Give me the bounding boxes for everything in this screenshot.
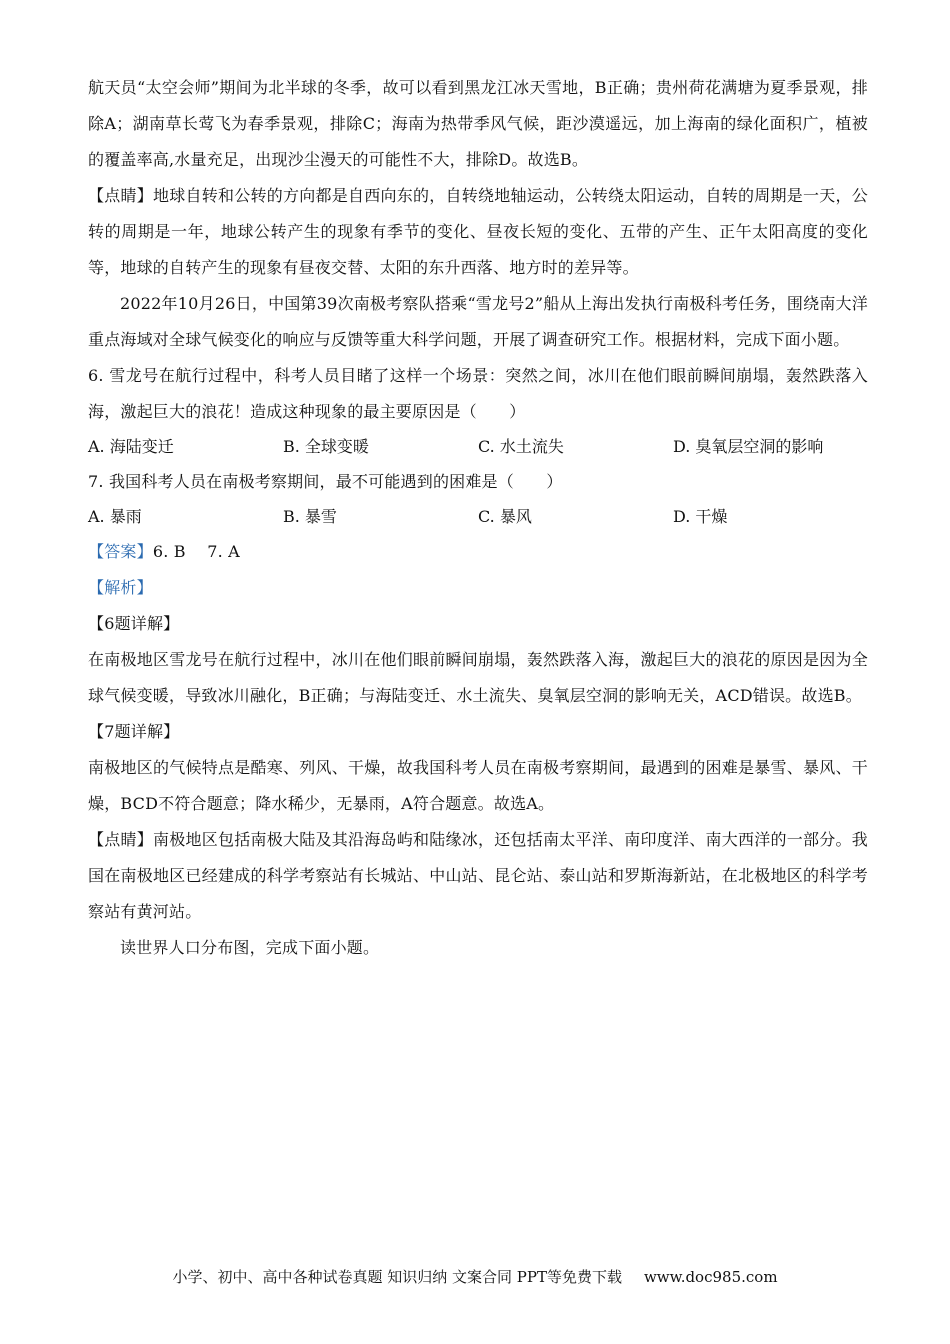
answer-text: 6. B 7. A [152, 542, 240, 561]
document-body [88, 70, 868, 966]
q6-option-d: D. 臭氧层空洞的影响 [673, 437, 824, 456]
q6-option-a: A. 海陆变迁 [88, 437, 174, 456]
q7-detail-title: 【7题详解】 [88, 722, 180, 741]
q6-option-b: B. 全球变暖 [283, 437, 369, 456]
q7-option-d: D. 干燥 [673, 507, 728, 526]
footer-text: 小学、初中、高中各种试卷真题 知识归纳 文案合同 PPT等免费下载 [172, 1268, 622, 1286]
question-6: 6. 雪龙号在航行过程中，科考人员目睹了这样一个场景：突然之间，冰川在他们眼前瞬间崩塌，轰然跌落入海，激起巨大的浪花！造成这种现象的最主要原因是（ ） [88, 366, 868, 421]
question-7: 7. 我国科考人员在南极考察期间，最不可能遇到的困难是（ ） [88, 472, 563, 491]
paragraph-tip-1: 【点睛】地球自转和公转的方向都是自西向东的，自转绕地轴运动，公转绕太阳运动，自转的周期是一天，公转的周期是一年，地球公转产生的现象有季节的变化、昼夜长短的变化、五带的产生、正午太阳高度的变化等，地球的自转产生的现象有昼夜交替、太阳的东升西落、地方时的差异等。 [88, 186, 868, 277]
q7-option-b: B. 暴雪 [283, 507, 337, 526]
answer-label: 【答案】 [88, 542, 153, 561]
answer-line [88, 534, 868, 570]
paragraph-read-map: 读世界人口分布图，完成下面小题。 [120, 938, 380, 957]
q6-detail: 在南极地区雪龙号在航行过程中，冰川在他们眼前瞬间崩塌，轰然跌落入海，激起巨大的浪花的原因是因为全球气候变暖，导致冰川融化，B正确；与海陆变迁、水土流失、臭氧层空洞的影响无关，ACD错误。故选B。 [88, 650, 868, 705]
page-footer [0, 1266, 950, 1287]
analysis-label: 【解析】 [88, 578, 153, 597]
q7-detail: 南极地区的气候特点是酷寒、列风、干燥，故我国科考人员在南极考察期间，最遇到的困难是暴雪、暴风、干燥，BCD不符合题意；降水稀少，无暴雨，A符合题意。故选A。 [88, 758, 868, 813]
paragraph-tip-2: 【点睛】南极地区包括南极大陆及其沿海岛屿和陆缘冰，还包括南太平洋、南印度洋、南大西洋的一部分。我国在南极地区已经建成的科学考察站有长城站、中山站、昆仑站、泰山站和罗斯海新站，在北极地区的科学考察站有黄河站。 [88, 830, 868, 921]
paragraph-material: 2022年10月26日，中国第39次南极考察队搭乘“雪龙号2”船从上海出发执行南极科考任务，围绕南大洋重点海域对全球气候变化的响应与反馈等重大科学问题，开展了调查研究工作。根据材料，完成下面小题。 [88, 294, 868, 349]
q6-option-c: C. 水土流失 [478, 437, 564, 456]
footer-url[interactable]: www.doc985.com [643, 1268, 778, 1286]
q7-option-a: A. 暴雨 [88, 507, 142, 526]
question-7-options [88, 500, 868, 534]
question-6-options [88, 430, 868, 464]
q6-detail-title: 【6题详解】 [88, 614, 180, 633]
q7-option-c: C. 暴风 [478, 507, 532, 526]
paragraph-answer-explanation-q5: 航天员“太空会师”期间为北半球的冬季，故可以看到黑龙江冰天雪地，B正确；贵州荷花满塘为夏季景观，排除A；湖南草长莺飞为春季景观，排除C；海南为热带季风气候，距沙漠遥远，加上海南的绿化面积广，植被的覆盖率高,水量充足，出现沙尘漫天的可能性不大，排除D。故选B。 [88, 78, 868, 169]
